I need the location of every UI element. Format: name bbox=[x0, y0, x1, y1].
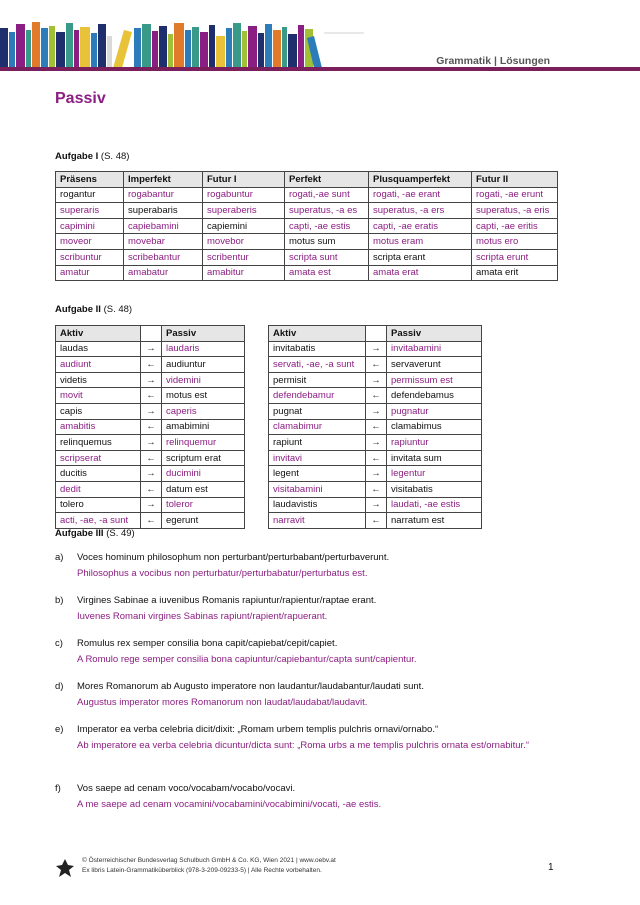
table-cell: scripta sunt bbox=[285, 249, 369, 265]
table-row bbox=[56, 341, 245, 357]
table-cell: scribebantur bbox=[124, 249, 203, 265]
table-cell: motus sum bbox=[285, 234, 369, 250]
arrow-left-icon: ← bbox=[141, 513, 162, 529]
table-cell: capti, -ae estis bbox=[285, 218, 369, 234]
aktiv-cell: amabitis bbox=[56, 419, 141, 435]
header-section-label: Grammatik | Lösungen bbox=[436, 55, 550, 67]
table-cell: amata est bbox=[285, 265, 369, 281]
arrow-left-icon: ← bbox=[366, 450, 387, 466]
col-passiv: Passiv bbox=[162, 326, 245, 342]
aktiv-cell: defendebamur bbox=[269, 388, 366, 404]
arrow-left-icon: ← bbox=[141, 357, 162, 373]
aufgabe3-heading bbox=[55, 528, 135, 539]
table-cell: superatus, -a es bbox=[285, 203, 369, 219]
passiv-cell: legentur bbox=[387, 466, 482, 482]
passiv-cell: scriptum erat bbox=[162, 450, 245, 466]
col-arrow bbox=[366, 326, 387, 342]
col-arrow bbox=[141, 326, 162, 342]
aufgabe2-left-header bbox=[56, 326, 245, 342]
footer-line2: Ex libris Latein-Grammatiküberblick (978-3-209-09233-5) | Alle Rechte vorbehalten. bbox=[82, 867, 322, 874]
exercise-question: Virgines Sabinae a iuvenibus Romanis rapiuntur/rapientur/raptae erant. bbox=[77, 595, 377, 606]
table-cell: capiemini bbox=[203, 218, 285, 234]
table-cell: superabaris bbox=[124, 203, 203, 219]
passiv-cell: clamabimus bbox=[387, 419, 482, 435]
aktiv-cell: rapiunt bbox=[269, 435, 366, 451]
aktiv-cell: laudavistis bbox=[269, 497, 366, 513]
aufgabe1-page-ref: (S. 48) bbox=[100, 151, 130, 162]
arrow-right-icon: → bbox=[141, 435, 162, 451]
exercise-letter: a) bbox=[55, 552, 64, 563]
table-row bbox=[56, 203, 558, 219]
col-futur1: Futur I bbox=[203, 172, 285, 188]
exercise-question: Romulus rex semper consilia bona capit/capiebat/cepit/capiet. bbox=[77, 638, 338, 649]
aufgabe2-page-ref: (S. 48) bbox=[103, 304, 133, 315]
aktiv-cell: tolero bbox=[56, 497, 141, 513]
col-passiv: Passiv bbox=[387, 326, 482, 342]
aktiv-cell: legent bbox=[269, 466, 366, 482]
passiv-cell: toleror bbox=[162, 497, 245, 513]
passiv-cell: pugnatur bbox=[387, 403, 482, 419]
arrow-left-icon: ← bbox=[366, 388, 387, 404]
table-cell: scripta erant bbox=[369, 249, 472, 265]
passiv-cell: servaverunt bbox=[387, 357, 482, 373]
col-praesens: Präsens bbox=[56, 172, 124, 188]
table-cell: amata erit bbox=[472, 265, 558, 281]
col-futur2: Futur II bbox=[472, 172, 558, 188]
page-number: 1 bbox=[548, 862, 554, 873]
table-row bbox=[56, 403, 245, 419]
table-cell: rogati,-ae sunt bbox=[285, 187, 369, 203]
table-cell: superaberis bbox=[203, 203, 285, 219]
arrow-right-icon: → bbox=[141, 372, 162, 388]
aktiv-cell: permisit bbox=[269, 372, 366, 388]
arrow-right-icon: → bbox=[366, 372, 387, 388]
table-row bbox=[56, 372, 245, 388]
aufgabe3-page-ref: (S. 49) bbox=[106, 528, 135, 539]
passiv-cell: laudaris bbox=[162, 341, 245, 357]
passiv-cell: invitata sum bbox=[387, 450, 482, 466]
aktiv-cell: relinquemus bbox=[56, 435, 141, 451]
table-row bbox=[269, 357, 482, 373]
passiv-cell: laudati, -ae estis bbox=[387, 497, 482, 513]
exercise-answer: Ab imperatore ea verba celebria dicuntur/dicta sunt: „Roma urbs a me templis pulchris ornata est/ornabitur.“ bbox=[77, 740, 529, 751]
passiv-cell: egerunt bbox=[162, 513, 245, 529]
passiv-cell: rapiuntur bbox=[387, 435, 482, 451]
aufgabe1-title: Aufgabe I bbox=[55, 151, 99, 162]
exercise-answer: Philosophus a vocibus non perturbatur/perturbabatur/perturbatus est. bbox=[77, 568, 368, 579]
passiv-cell: invitabamini bbox=[387, 341, 482, 357]
aktiv-cell: servati, -ae, -a sunt bbox=[269, 357, 366, 373]
table-row bbox=[269, 435, 482, 451]
col-perfekt: Perfekt bbox=[285, 172, 369, 188]
exercise-letter: c) bbox=[55, 638, 63, 649]
arrow-right-icon: → bbox=[366, 403, 387, 419]
aufgabe3-title: Aufgabe III bbox=[55, 528, 104, 539]
aktiv-cell: laudas bbox=[56, 341, 141, 357]
arrow-right-icon: → bbox=[366, 497, 387, 513]
table-row bbox=[269, 372, 482, 388]
exercise-letter: d) bbox=[55, 681, 64, 692]
passiv-cell: caperis bbox=[162, 403, 245, 419]
passiv-cell: defendebamus bbox=[387, 388, 482, 404]
passiv-cell: narratum est bbox=[387, 513, 482, 529]
table-row bbox=[269, 388, 482, 404]
table-row bbox=[56, 357, 245, 373]
table-row bbox=[56, 249, 558, 265]
aufgabe2-table-left bbox=[55, 325, 245, 529]
table-row bbox=[269, 481, 482, 497]
table-row bbox=[56, 187, 558, 203]
aktiv-cell: ducitis bbox=[56, 466, 141, 482]
aktiv-cell: pugnat bbox=[269, 403, 366, 419]
col-aktiv: Aktiv bbox=[269, 326, 366, 342]
aufgabe1-header-row bbox=[56, 172, 558, 188]
arrow-right-icon: → bbox=[366, 466, 387, 482]
col-aktiv: Aktiv bbox=[56, 326, 141, 342]
aufgabe2-heading bbox=[55, 304, 132, 315]
table-row bbox=[56, 466, 245, 482]
exercise-answer: Iuvenes Romani virgines Sabinas rapiunt/rapient/rapuerant. bbox=[77, 611, 328, 622]
table-cell: capiebamini bbox=[124, 218, 203, 234]
table-cell: scribuntur bbox=[56, 249, 124, 265]
exercise-question: Mores Romanorum ab Augusto imperatore non laudantur/laudabantur/laudati sunt. bbox=[77, 681, 424, 692]
aktiv-cell: acti, -ae, -a sunt bbox=[56, 513, 141, 529]
table-cell: movebor bbox=[203, 234, 285, 250]
table-cell: capti, -ae eratis bbox=[369, 218, 472, 234]
table-cell: capimini bbox=[56, 218, 124, 234]
arrow-left-icon: ← bbox=[141, 450, 162, 466]
passiv-cell: amabimini bbox=[162, 419, 245, 435]
header-rule bbox=[0, 67, 640, 71]
exercise-answer: A me saepe ad cenam vocamini/vocabamini/vocabimini/vocati, -ae estis. bbox=[77, 799, 382, 810]
exercise-letter: f) bbox=[55, 783, 61, 794]
aktiv-cell: scripserat bbox=[56, 450, 141, 466]
page-title: Passiv bbox=[55, 90, 106, 107]
table-cell: superatus, -a eris bbox=[472, 203, 558, 219]
aktiv-cell: dedit bbox=[56, 481, 141, 497]
table-cell: rogati, -ae erant bbox=[369, 187, 472, 203]
table-row bbox=[269, 403, 482, 419]
table-cell: rogantur bbox=[56, 187, 124, 203]
aktiv-cell: narravit bbox=[269, 513, 366, 529]
table-cell: capti, -ae eritis bbox=[472, 218, 558, 234]
col-plusquamperfekt: Plusquamperfekt bbox=[369, 172, 472, 188]
aktiv-cell: capis bbox=[56, 403, 141, 419]
table-row bbox=[269, 466, 482, 482]
table-cell: amatur bbox=[56, 265, 124, 281]
arrow-right-icon: → bbox=[366, 435, 387, 451]
aufgabe1-heading bbox=[55, 151, 129, 162]
table-row bbox=[269, 341, 482, 357]
table-cell: superaris bbox=[56, 203, 124, 219]
table-cell: amabatur bbox=[124, 265, 203, 281]
table-cell: rogabuntur bbox=[203, 187, 285, 203]
table-cell: motus eram bbox=[369, 234, 472, 250]
table-row bbox=[269, 497, 482, 513]
exercise-question: Imperator ea verba celebria dicit/dixit: „Romam urbem templis pulchris ornavi/ornabo.“ bbox=[77, 724, 439, 735]
exercise-letter: e) bbox=[55, 724, 64, 735]
passiv-cell: datum est bbox=[162, 481, 245, 497]
table-row bbox=[269, 419, 482, 435]
table-row bbox=[56, 234, 558, 250]
table-cell: amabitur bbox=[203, 265, 285, 281]
arrow-right-icon: → bbox=[366, 341, 387, 357]
table-cell: rogabantur bbox=[124, 187, 203, 203]
table-row bbox=[56, 388, 245, 404]
table-row bbox=[56, 497, 245, 513]
passiv-cell: permissum est bbox=[387, 372, 482, 388]
table-cell: moveor bbox=[56, 234, 124, 250]
aktiv-cell: invitavi bbox=[269, 450, 366, 466]
exercise-answer: Augustus imperator mores Romanorum non laudat/laudabat/laudavit. bbox=[77, 697, 368, 708]
footer-copyright bbox=[82, 856, 336, 876]
table-cell: scribentur bbox=[203, 249, 285, 265]
table-cell: amata erat bbox=[369, 265, 472, 281]
arrow-right-icon: → bbox=[141, 466, 162, 482]
aufgabe2-table-right bbox=[268, 325, 482, 529]
table-row bbox=[56, 419, 245, 435]
arrow-left-icon: ← bbox=[366, 419, 387, 435]
exercise-letter: b) bbox=[55, 595, 64, 606]
exercise-answer: A Romulo rege semper consilia bona capiuntur/capiebantur/capta sunt/capientur. bbox=[77, 654, 417, 665]
footer-line1: © Österreichischer Bundesverlag Schulbuch GmbH & Co. KG, Wien 2021 | www.oebv.at bbox=[82, 857, 336, 864]
arrow-right-icon: → bbox=[141, 497, 162, 513]
table-cell: motus ero bbox=[472, 234, 558, 250]
aktiv-cell: clamabimur bbox=[269, 419, 366, 435]
aufgabe1-table bbox=[55, 171, 558, 281]
arrow-left-icon: ← bbox=[141, 388, 162, 404]
col-imperfekt: Imperfekt bbox=[124, 172, 203, 188]
table-row bbox=[56, 481, 245, 497]
table-cell: rogati, -ae erunt bbox=[472, 187, 558, 203]
arrow-left-icon: ← bbox=[366, 481, 387, 497]
aufgabe2-title: Aufgabe II bbox=[55, 304, 101, 315]
arrow-left-icon: ← bbox=[141, 419, 162, 435]
passiv-cell: visitabatis bbox=[387, 481, 482, 497]
table-cell: superatus, -a ers bbox=[369, 203, 472, 219]
arrow-left-icon: ← bbox=[366, 357, 387, 373]
arrow-left-icon: ← bbox=[366, 513, 387, 529]
table-cell: movebar bbox=[124, 234, 203, 250]
table-row bbox=[269, 450, 482, 466]
passiv-cell: relinquemur bbox=[162, 435, 245, 451]
arrow-right-icon: → bbox=[141, 403, 162, 419]
exercise-question: Voces hominum philosophum non perturbant/perturbabant/perturbaverunt. bbox=[77, 552, 390, 563]
table-row bbox=[56, 513, 245, 529]
passiv-cell: ducimini bbox=[162, 466, 245, 482]
arrow-right-icon: → bbox=[141, 341, 162, 357]
table-cell: scripta erunt bbox=[472, 249, 558, 265]
table-row bbox=[56, 435, 245, 451]
arrow-left-icon: ← bbox=[141, 481, 162, 497]
aktiv-cell: videtis bbox=[56, 372, 141, 388]
aktiv-cell: visitabamini bbox=[269, 481, 366, 497]
publisher-logo-icon bbox=[55, 858, 75, 878]
table-row bbox=[56, 450, 245, 466]
passiv-cell: motus est bbox=[162, 388, 245, 404]
passiv-cell: audiuntur bbox=[162, 357, 245, 373]
table-row bbox=[56, 265, 558, 281]
aktiv-cell: invitabatis bbox=[269, 341, 366, 357]
exercise-question: Vos saepe ad cenam voco/vocabam/vocabo/vocavi. bbox=[77, 783, 296, 794]
table-row bbox=[56, 218, 558, 234]
passiv-cell: videmini bbox=[162, 372, 245, 388]
table-row bbox=[269, 513, 482, 529]
aufgabe2-right-header bbox=[269, 326, 482, 342]
aktiv-cell: audiunt bbox=[56, 357, 141, 373]
aktiv-cell: movit bbox=[56, 388, 141, 404]
